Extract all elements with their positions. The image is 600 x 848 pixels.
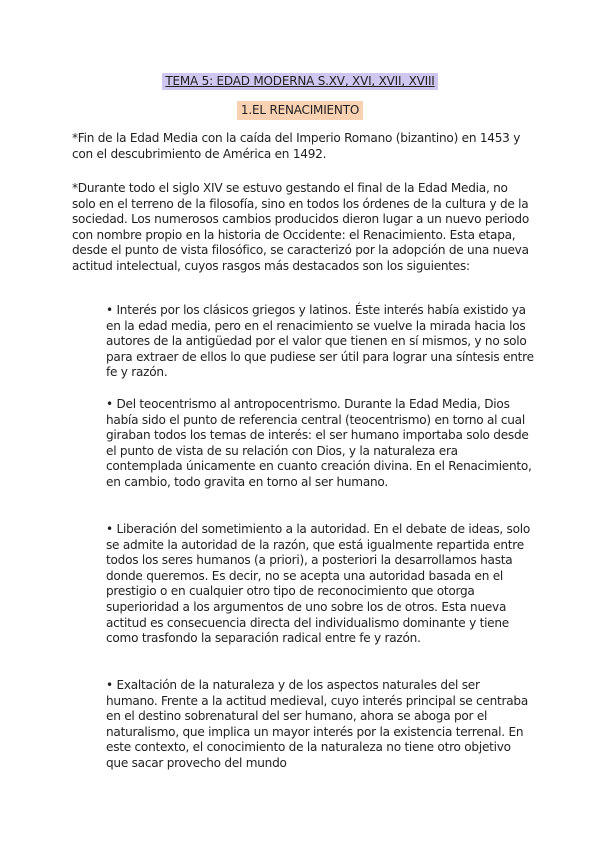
bullet-item-authority: • Liberación del sometimiento a la autoridad. En el debate de ideas, solo se admite la autoridad de la razón, que está igualmente repartida entre todos los seres humanos (a priori), a posteriori la desarrollamos hasta donde queremos. Es decir, no se acepta una autoridad basada en el prestigio o en cualquier otro tipo de reconocimiento que otorga superioridad a los argumentos de uno sobre los de otros. Esta nueva actitud es consecuencia directa del individualismo dominante y tiene como trasfondo la separación radical entre fe y razón. [106,522,531,646]
subtitle-container [0,99,600,120]
bullet-item-anthropocentrism: • Del teocentrismo al antropocentrismo. Durante la Edad Media, Dios había sido el punto de referencia central (teocentrismo) en torno al cual giraban todos los temas de interés: el ser humano importaba solo desde el punto de vista de su relación con Dios, y la naturaleza era contemplada únicamente en cuanto creación divina. En el Renacimiento, en cambio, todo gravita en torno al ser humano. [106,397,532,489]
intro-paragraph-1: *Fin de la Edad Media con la caída del Imperio Romano (bizantino) en 1453 y con el descubrimiento de América en 1492. [72,131,521,161]
intro-paragraph-2: *Durante todo el siglo XIV se estuvo gestando el final de la Edad Media, no solo en el terreno de la filosofía, sino en todos los órdenes de la cultura y de la sociedad. Los numerosos cambios producidos dieron lugar a un nuevo periodo con nombre propio en la historia de Occidente: el Renacimiento. Esta etapa, desde el punto de vista filosófico, se caracterizó por la adopción de una nueva actitud intelectual, cuyos rasgos más destacados son los siguientes: [72,181,529,273]
section-heading: 1.EL RENACIMIENTO [237,101,363,120]
bullet-item-classics: • Interés por los clásicos griegos y latinos. Éste interés había existido ya en la edad media, pero en el renacimiento se vuelve la mirada hacia los autores de la antigüedad por el valor que tienen en sí mismos, y no solo para extraer de ellos lo que pudiese ser útil para lograr una síntesis entre fe y razón. [106,303,534,380]
document-title: TEMA 5: EDAD MODERNA S.XV, XVI, XVII, XVIII [162,73,437,90]
title-container [0,70,600,90]
bullet-item-nature: • Exaltación de la naturaleza y de los aspectos naturales del ser humano. Frente a la actitud medieval, cuyo interés principal se centraba en el destino sobrenatural del ser humano, ahora se aboga por el naturalismo, que implica un mayor interés por la existencia terrenal. En este contexto, el conocimiento de la naturaleza no tiene otro objetivo que sacar provecho del mundo [106,678,528,770]
